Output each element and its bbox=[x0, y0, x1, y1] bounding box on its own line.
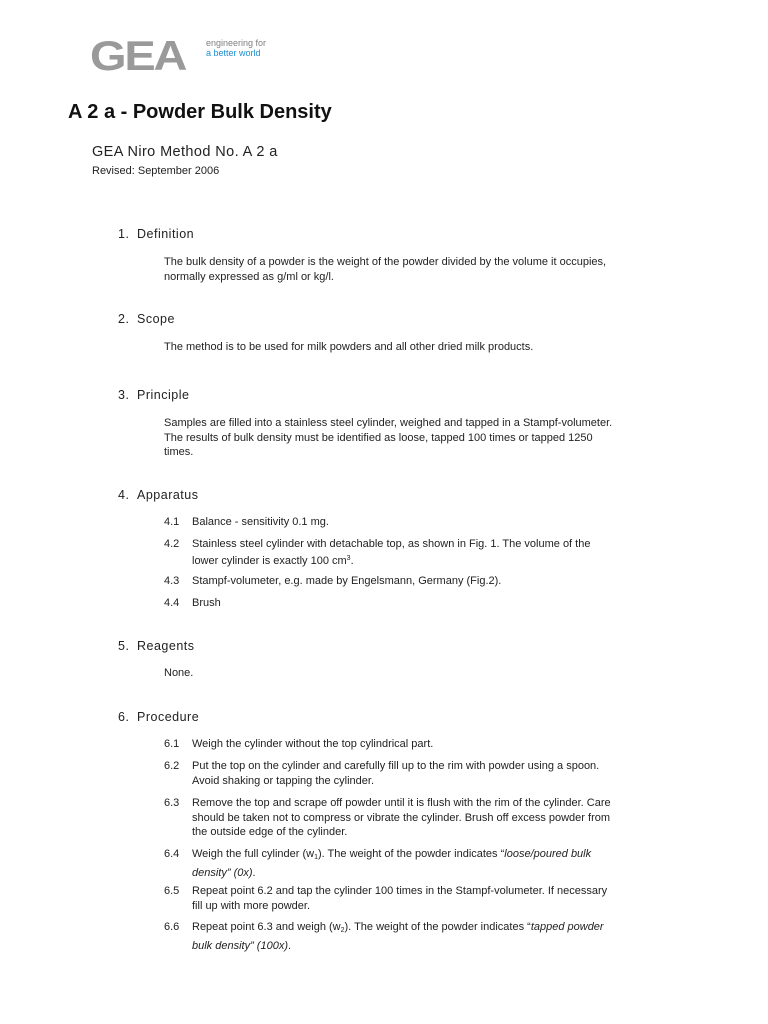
principle-text: Samples are filled into a stainless steel cylinder, weighed and tapped in a Stampf-volumeter. The results of bulk density must be identified as loose, tapped 100 times or tapped 1250 times. bbox=[164, 417, 613, 459]
item-number: 6.6 bbox=[164, 921, 180, 933]
item-text: Balance - sensitivity 0.1 mg. bbox=[192, 516, 329, 528]
item-number: 6.4 bbox=[164, 848, 180, 860]
gea-logo-text: GEA bbox=[90, 36, 186, 76]
section-title: Principle bbox=[137, 388, 190, 402]
definition-text: The bulk density of a powder is the weight of the powder divided by the volume it occupies, normally expressed as g/ml or kg/l. bbox=[164, 256, 607, 283]
item-text: Repeat point 6.2 and tap the cylinder 100 times in the Stampf-volumeter. If necessary fill up with more powder. bbox=[192, 885, 608, 912]
item-number: 6.3 bbox=[164, 797, 180, 809]
item-text: Weigh the cylinder without the top cylindrical part. bbox=[192, 738, 434, 750]
section-heading bbox=[118, 388, 189, 402]
item-text: Stainless steel cylinder with detachable top, as shown in Fig. 1. The volume of the lower cylinder is exactly 100 $cm^3$. bbox=[192, 538, 591, 567]
scope-text: The method is to be used for milk powders and all other dried milk products. bbox=[164, 341, 534, 353]
reagents-text: None. bbox=[164, 667, 194, 679]
method-number: GEA Niro Method No. A 2 a bbox=[92, 144, 278, 160]
section-heading bbox=[118, 639, 195, 653]
item-number: 6.1 bbox=[164, 738, 180, 750]
section-number: 5. bbox=[118, 639, 130, 653]
document-title: A 2 a - Powder Bulk Density bbox=[68, 101, 332, 123]
item-text: Weigh the full cylinder $(w_1)$. The weight of the powder indicates “loose/poured bulk density” (0x). bbox=[192, 848, 592, 879]
section-number: 2. bbox=[118, 312, 130, 326]
section-number: 1. bbox=[118, 227, 130, 241]
item-text: Brush bbox=[192, 597, 221, 609]
section-title: Procedure bbox=[137, 710, 200, 724]
section-title: Definition bbox=[137, 227, 195, 241]
section-number: 6. bbox=[118, 710, 130, 724]
item-text: Remove the top and scrape off powder until it is flush with the rim of the cylinder. Care should be taken not to compress or vibrate the cylinder. Brush off excess powder from the outside edge of the cylinder. bbox=[192, 797, 611, 839]
section-title: Scope bbox=[137, 312, 175, 326]
section-heading bbox=[118, 710, 199, 724]
gea-tagline bbox=[206, 38, 266, 58]
section-number: 4. bbox=[118, 488, 130, 502]
section-title: Apparatus bbox=[137, 488, 199, 502]
section-heading bbox=[118, 312, 175, 326]
item-number: 6.2 bbox=[164, 760, 180, 772]
revision-date: Revised: September 2006 bbox=[92, 165, 220, 177]
item-number: 4.4 bbox=[164, 597, 180, 609]
section-heading bbox=[118, 488, 198, 502]
item-number: 4.3 bbox=[164, 575, 180, 587]
section-number: 3. bbox=[118, 388, 130, 402]
item-number: 6.5 bbox=[164, 885, 180, 897]
section-heading bbox=[118, 227, 194, 241]
item-text: Put the top on the cylinder and carefully fill up to the rim with powder using a spoon. Avoid shaking or tapping the cylinder. bbox=[192, 760, 600, 787]
tagline-line-2: a better world bbox=[206, 48, 261, 58]
item-number: 4.1 bbox=[164, 516, 180, 528]
item-number: 4.2 bbox=[164, 538, 180, 550]
item-text: Stampf-volumeter, e.g. made by Engelsmann, Germany (Fig.2). bbox=[192, 575, 502, 587]
section-title: Reagents bbox=[137, 639, 195, 653]
item-text: Repeat point 6.3 and weigh $(w_2)$. The weight of the powder indicates “tapped powder bulk density” (100x). bbox=[192, 921, 604, 952]
tagline-line-1: engineering for bbox=[206, 38, 267, 48]
